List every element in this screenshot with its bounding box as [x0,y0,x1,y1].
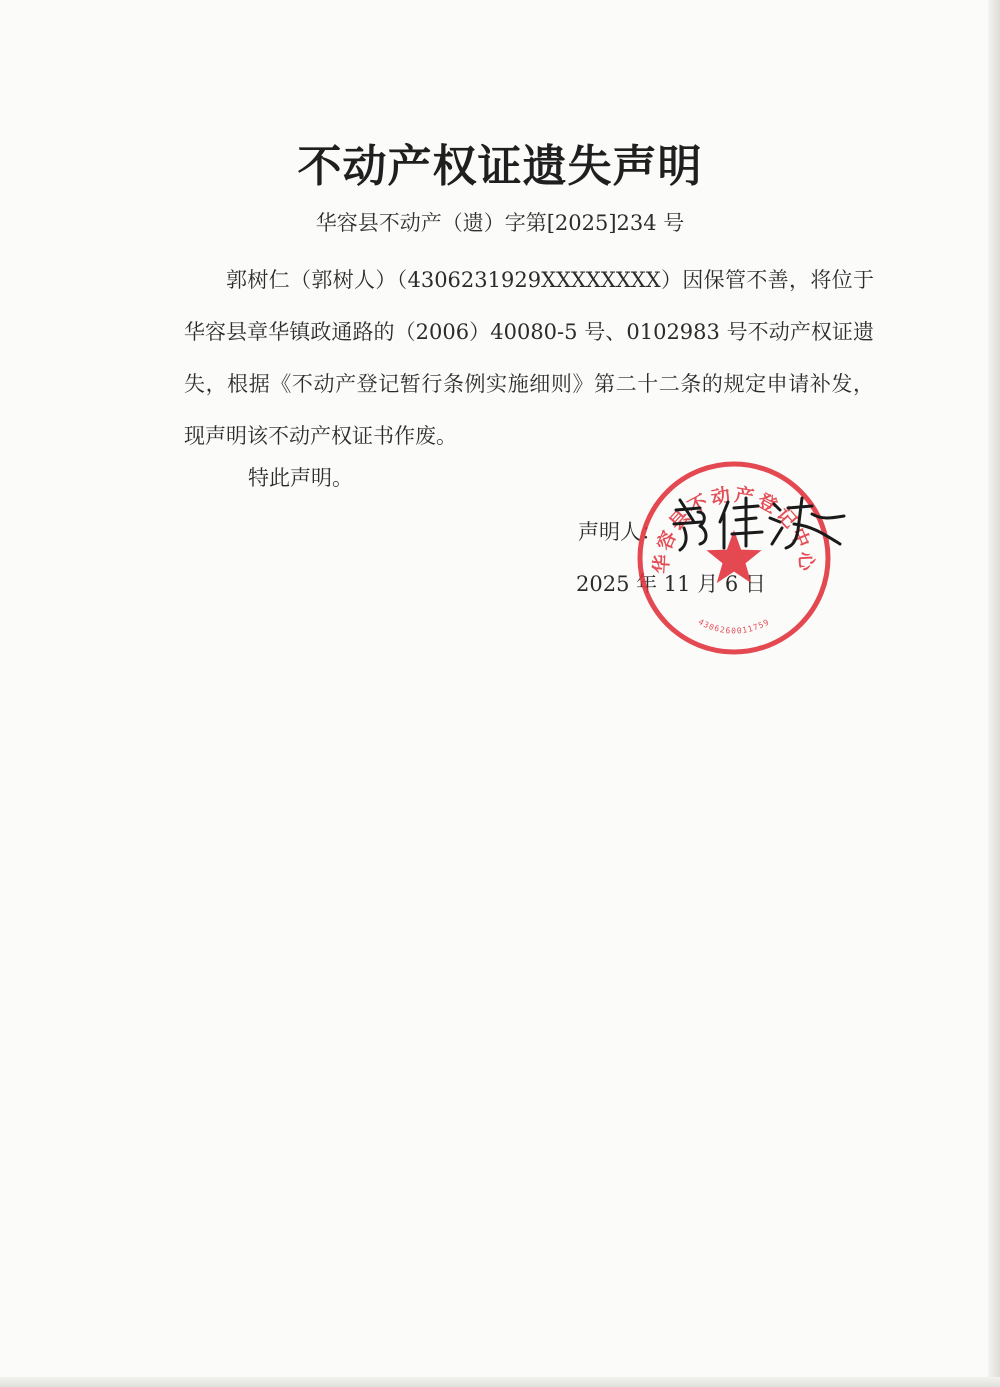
scan-edge-bottom [0,1377,1000,1387]
seal-number: 4306260011759 [696,617,772,636]
document-title: 不动产权证遗失声明 [297,141,703,192]
declarant-label: 声明人： [578,520,662,544]
document-number: 华容县不动产（遗）字第[2025]234 号 [315,211,685,235]
declaration-body [184,254,874,462]
closing-text: 特此声明。 [248,466,353,490]
seal-arc-text: 华容县不动产登记中心 [650,483,818,575]
declaration-date: 2025 年 11 月 6 日 [576,572,766,596]
declaration-paragraph: 郭树仁（郭树人）（4306231929XXXXXXXX）因保管不善，将位于华容县章华镇政通路的（2006）40080-5 号、0102983 号不动产权证遗失，根据《不动产登记暂行条例实施细则》第二十二条的规定申请补发，现声明该不动产权证书作废。 [184,268,874,448]
handwritten-signature [662,488,852,558]
